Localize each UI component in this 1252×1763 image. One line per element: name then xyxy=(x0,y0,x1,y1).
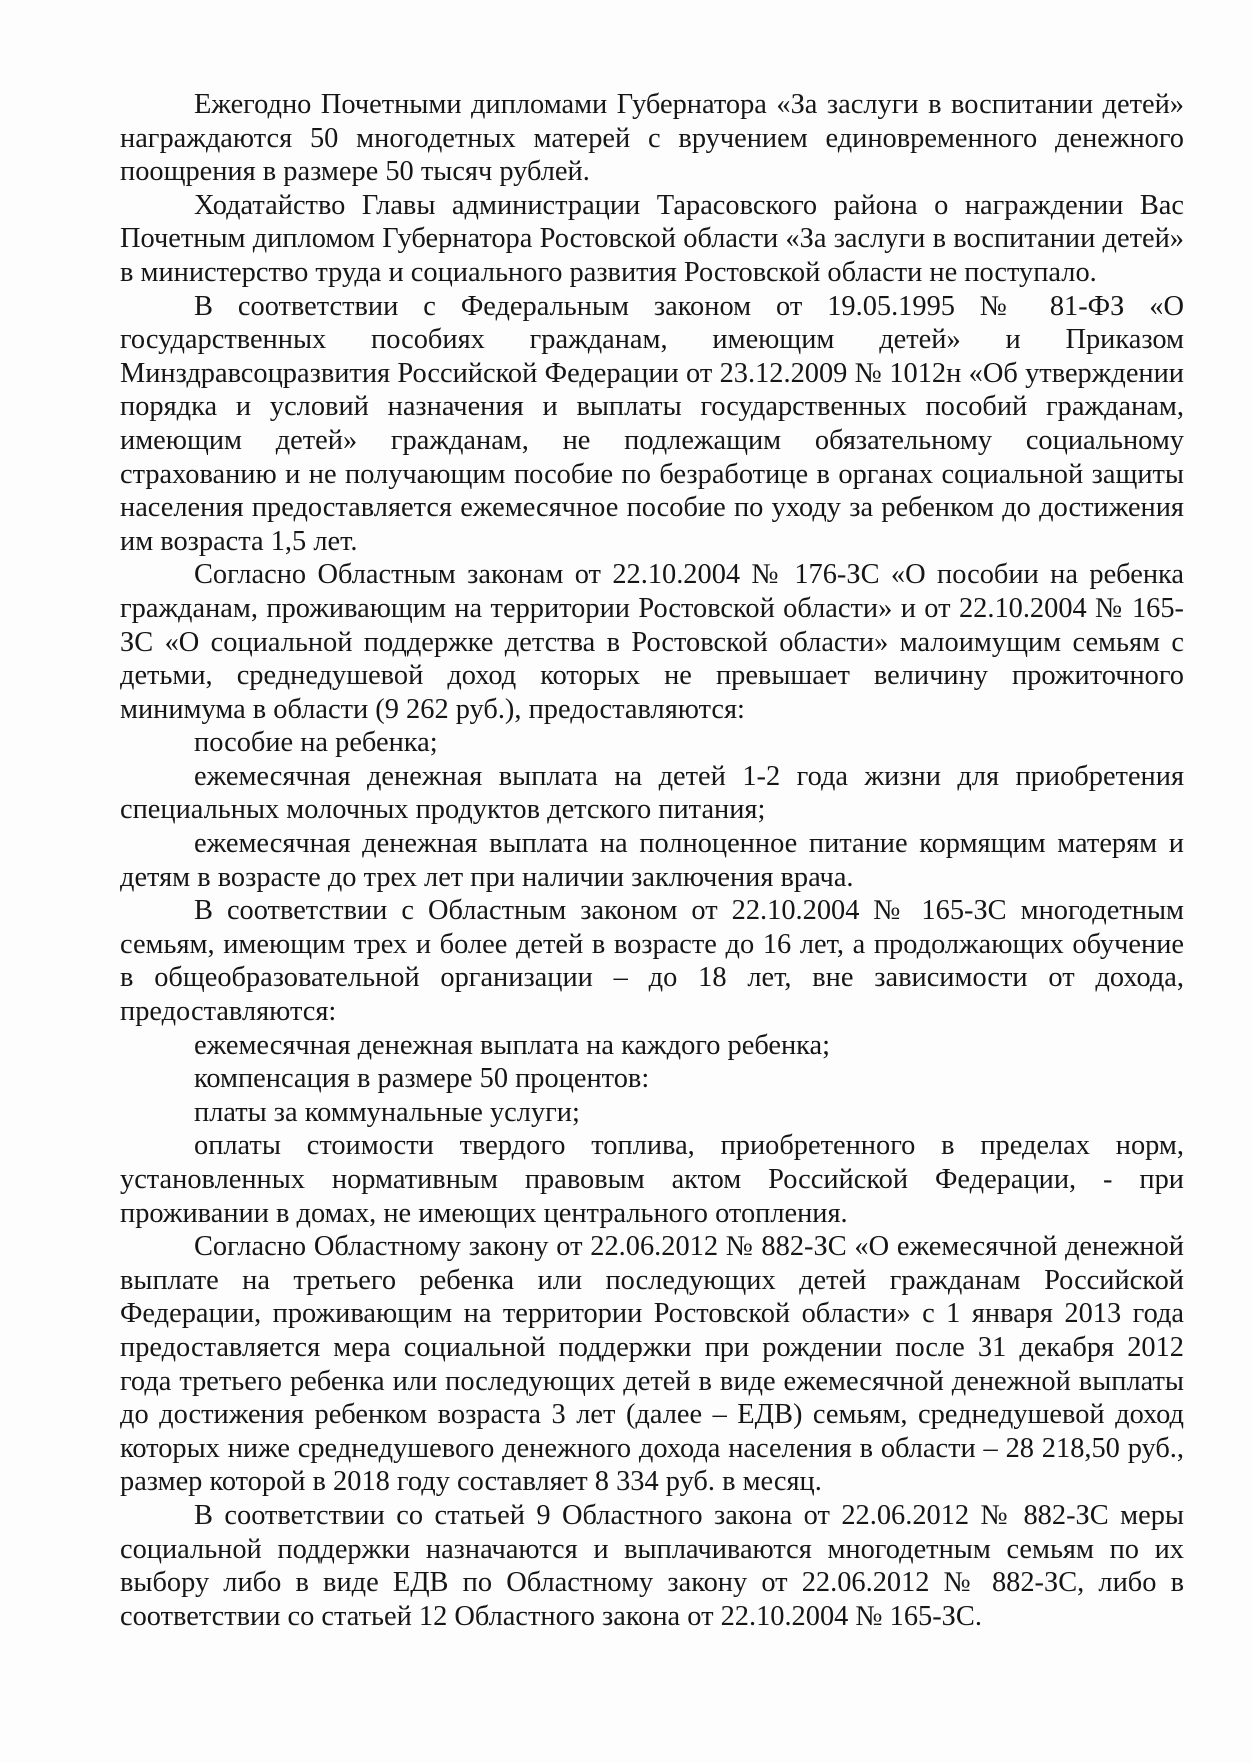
list-item-dairy-payment: ежемесячная денежная выплата на детей 1-2 года жизни для приобретения специальных молочных продуктов детского питания; xyxy=(120,760,1184,826)
paragraph-regional-laws: Согласно Областным законам от 22.10.2004 № 176-ЗС «О пособии на ребенка гражданам, проживающим на территории Ростовской области» и от 22.10.2004 № 165-ЗС «О социальной поддержке детства в Ростовской области» малоимущим семьям с детьми, среднедушевой доход которых не превышает величину прожиточного минимума в области (9 262 руб.), предоставляются: xyxy=(120,559,1184,725)
paragraph-large-families: В соответствии с Областным законом от 22.10.2004 № 165-ЗС многодетным семьям, имеющим трех и более детей в возрасте до 16 лет, а продолжающих обучение в общеобразовательной организации – до 18 лет, вне зависимости от дохода, предоставляются: xyxy=(120,895,1184,1028)
document-body xyxy=(120,88,1184,1633)
list-item-compensation: компенсация в размере 50 процентов: xyxy=(194,1063,650,1095)
list-item-utilities: платы за коммунальные услуги; xyxy=(194,1096,580,1128)
paragraph-third-child: Согласно Областному закону от 22.06.2012 № 882-ЗС «О ежемесячной денежной выплате на третьего ребенка или последующих детей гражданам Российской Федерации, проживающим на территории Ростовской области» с 1 января 2013 года предоставляется мера социальной поддержки при рождении после 31 декабря 2012 года третьего ребенка или последующих детей в виде ежемесячной денежной выплаты до достижения ребенком возраста 3 лет (далее – ЕДВ) семьям, среднедушевой доход которых ниже среднедушевого денежного дохода населения в области – 28 218,50 руб., размер которой в 2018 году составляет 8 334 руб. в месяц. xyxy=(120,1231,1184,1498)
list-item-child-benefit: пособие на ребенка; xyxy=(194,727,438,759)
list-item-monthly-payment: ежемесячная денежная выплата на каждого ребенка; xyxy=(194,1029,831,1061)
list-item-solid-fuel: оплаты стоимости твердого топлива, приобретенного в пределах норм, установленных нормативным правовым актом Российской Федерации, - при проживании в домах, не имеющих центрального отопления. xyxy=(120,1130,1184,1229)
paragraph-federal-law: В соответствии с Федеральным законом от 19.05.1995 № 81-ФЗ «О государственных пособиях гражданам, имеющим детей» и Приказом Минздравсоцразвития Российской Федерации от 23.12.2009 № 1012н «Об утверждении порядка и условий назначения и выплаты государственных пособий гражданам, имеющим детей» гражданам, не подлежащим обязательному социальному страхованию и не получающим пособие по безработице в органах социальной защиты населения предоставляется ежемесячное пособие по уходу за ребенком до достижения им возраста 1,5 лет. xyxy=(120,290,1184,557)
paragraph-article-9: В соответствии со статьей 9 Областного закона от 22.06.2012 № 882-ЗС меры социальной поддержки назначаются и выплачиваются многодетным семьям по их выбору либо в виде ЕДВ по Областному закону от 22.06.2012 № 882-ЗС, либо в соответствии со статьей 12 Областного закона от 22.10.2004 № 165-ЗС. xyxy=(120,1499,1184,1632)
paragraph-awards: Ежегодно Почетными дипломами Губернатора «За заслуги в воспитании детей» награждаются 50 многодетных матерей с вручением единовременного денежного поощрения в размере 50 тысяч рублей. xyxy=(120,89,1184,188)
paragraph-petition: Ходатайство Главы администрации Тарасовского района о награждении Вас Почетным дипломом Губернатора Ростовской области «За заслуги в воспитании детей» в министерство труда и социального развития Ростовской области не поступало. xyxy=(120,189,1184,288)
list-item-nutrition-payment: ежемесячная денежная выплата на полноценное питание кормящим матерям и детям в возрасте до трех лет при наличии заключения врача. xyxy=(120,828,1184,893)
